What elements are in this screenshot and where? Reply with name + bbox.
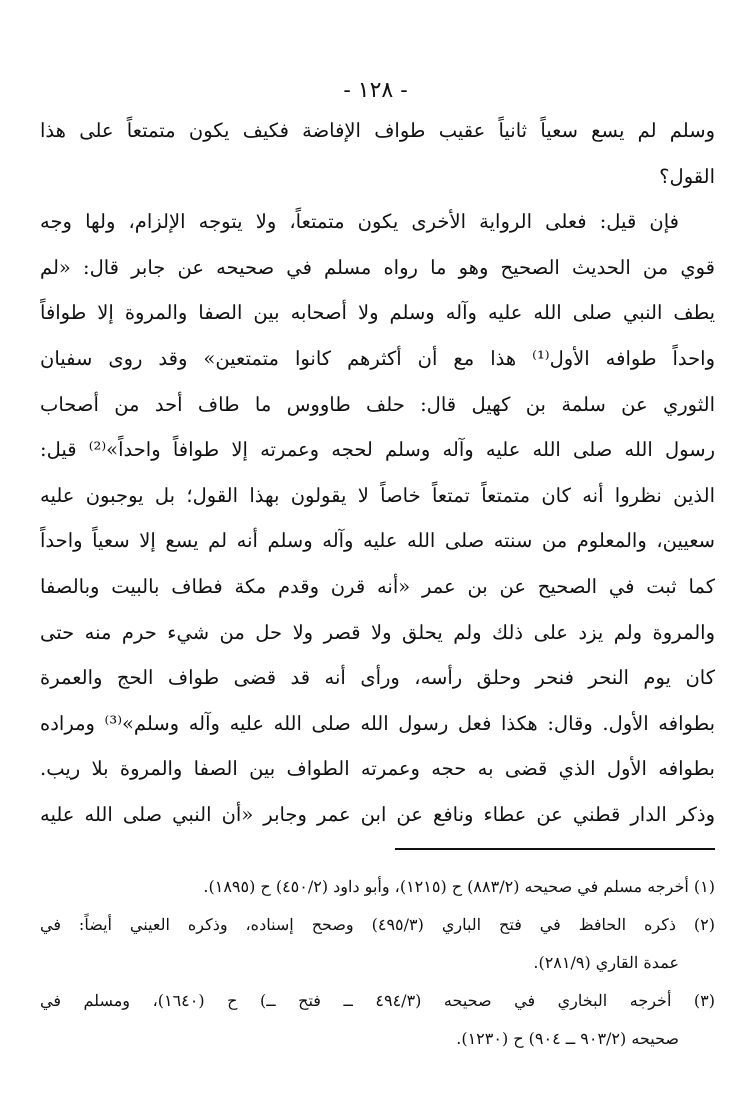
text-line: رسول الله صلى الله عليه وآله وسلم لحجه وعمرته إلا طوافاً واحداً»⁽²⁾ قيل:: [40, 438, 715, 462]
page-number: - ١٢٨ -: [343, 78, 408, 103]
text-line: كما ثبت في الصحيح عن بن عمر «أنه قرن وقدم مكة فطاف بالبيت وبالصفا: [40, 574, 715, 598]
footnote-separator: [395, 848, 715, 850]
footnote-line: (٢) ذكره الحافظ في فتح الباري (٤٩٥/٣) وصحح إسناده، وذكره العيني أيضاً: في: [40, 915, 715, 934]
text-line: الذين نظروا أنه كان متمتعاً تمتعاً خاصاً لا يقولون بهذا القول؛ بل يوجبون عليه: [40, 483, 715, 507]
text-line: بطوافه الأول. وقال: هكذا فعل رسول الله صلى الله عليه وآله وسلم»⁽³⁾ ومراده: [40, 711, 715, 735]
text-line: سعيين، والمعلوم من سنته صلى الله عليه وآله وسلم أنه لم يسع إلا سعياً واحداً: [40, 529, 715, 553]
footnote-line: (٣) أخرجه البخاري في صحيحه (٤٩٤/٣ ــ فتح ــ) ح (١٦٤٠)، ومسلم في: [40, 991, 715, 1010]
text-line: واحداً طوافه الأول⁽¹⁾ هذا مع أن أكثرهم كانوا متمتعين» وقد روى سفيان: [40, 346, 715, 370]
text-line: كان يوم النحر فنحر وحلق رأسه، ورأى أنه قد قضى طواف الحج والعمرة: [40, 666, 715, 690]
footnote-line: عمدة القاري (٢٨١/٩).: [533, 953, 679, 972]
text-line: القول؟: [659, 164, 715, 188]
footnote-line: صحيحه (٩٠٣/٢ ــ ٩٠٤) ح (١٢٣٠).: [456, 1029, 679, 1048]
text-line: والمروة ولم يزد على ذلك ولم يحلق ولا قصر ولا حل من شيء حرم منه حتى: [40, 620, 715, 644]
text-line: وسلم لم يسع سعياً ثانياً عقيب طواف الإفاضة فكيف يكون متمتعاً على هذا: [40, 119, 715, 142]
footnote-line: (١) أخرجه مسلم في صحيحه (٨٨٣/٢) ح (١٢١٥)، وأبو داود (٤٥٠/٢) ح (١٨٩٥).: [203, 877, 715, 896]
text-line: فإن قيل: فعلى الرواية الأخرى يكون متمتعاً، ولا يتوجه الإلزام، ولها وجه: [40, 210, 679, 234]
text-line: بطوافه الأول الذي قضى به حجه وعمرته الطواف بين الصفا والمروة بلا ريب.: [40, 757, 715, 781]
text-line: يطف النبي صلى الله عليه وآله وسلم ولا أصحابه بين الصفا والمروة إلا طوافاً: [40, 301, 715, 325]
footnotes: [40, 868, 715, 1058]
main-text: [40, 108, 715, 838]
text-line: الثوري عن سلمة بن كهيل قال: حلف طاووس ما طاف أحد من أصحاب: [40, 392, 715, 416]
text-line: وذكر الدار قطني عن عطاء ونافع عن ابن عمر وجابر «أن النبي صلى الله عليه: [40, 802, 715, 826]
text-line: قوي من الحديث الصحيح وهو ما رواه مسلم في صحيحه عن جابر قال: «لم: [40, 255, 715, 279]
